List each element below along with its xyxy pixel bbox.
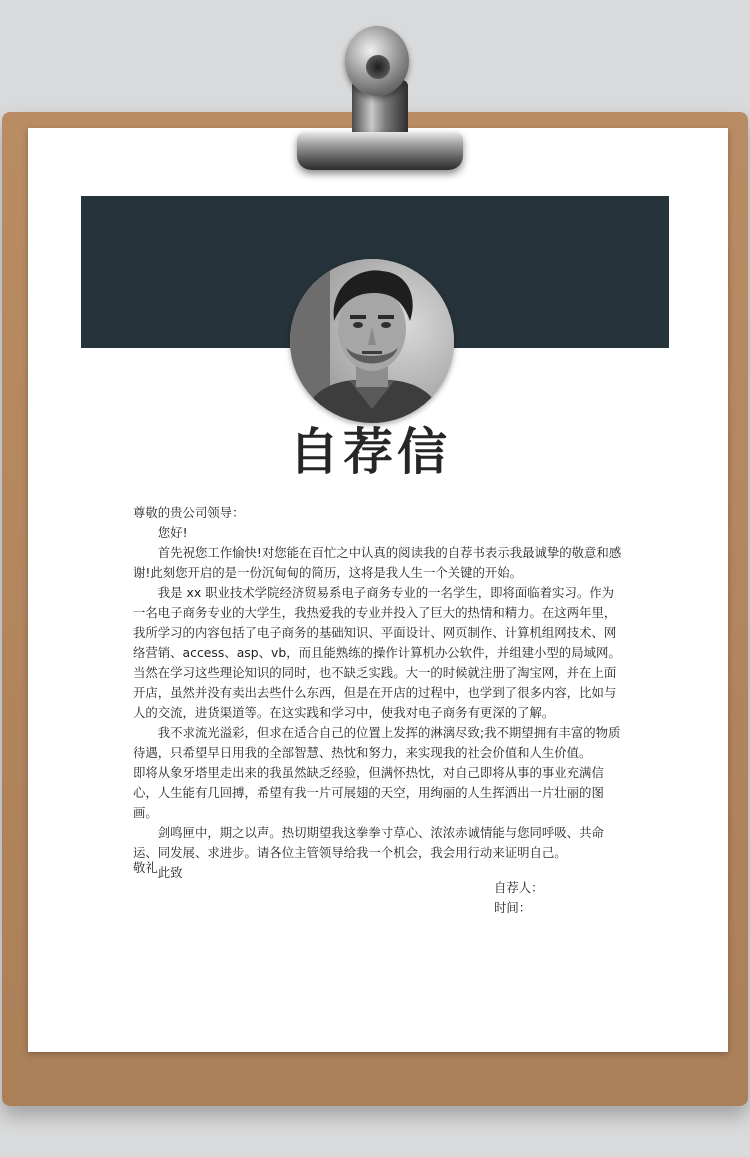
closing-line-1: 此致 [157,865,183,880]
avatar [290,259,454,423]
paragraph-3: 我不求流光溢彩，但求在适合自己的位置上发挥的淋漓尽致;我不期望拥有丰富的物质待遇，只希望早日用我的全部智慧、热忱和努力，来实现我的社会价值和人生价值。 [133,725,621,760]
date-label: 时间： [494,900,532,915]
paragraph-1: 首先祝您工作愉快!对您能在百忙之中认真的阅读我的自荐书表示我最诚挚的敬意和感谢!此刻您开启的是一份沉甸甸的简历，这将是我人生一个关键的开始。 [133,545,622,580]
clip-hole [366,55,390,79]
salutation: 尊敬的贵公司领导： [133,505,245,520]
portrait-icon [290,259,454,423]
letter-body [133,503,623,883]
paragraph-2: 我是 xx 职业技术学院经济贸易系电子商务专业的一名学生，即将面临着实习。作为一名电子商务专业的大学生，我热爱我的专业并投入了巨大的热情和精力。在这两年里，我所学习的内容包括了电子商务的基础知识、平面设计、网页制作、计算机组网技术、网络营销、access、asp、vb，而且能熟练的操作计算机办公软件，并组建小型的局域网。当然在学习这些理论知识的同时，也不缺乏实践。大一的时候就注册了淘宝网，并在上面开店，虽然并没有卖出去些什么东西，但是在开店的过程中，也学到了很多内容，比如与人的交流，进货渠道等。在这实践和学习中，使我对电子商务有更深的了解。 [133,585,621,720]
signature-block [494,878,544,918]
signer-label: 自荐人： [494,880,544,895]
closing-line-2: 敬礼 [133,860,158,875]
greeting: 您好! [157,525,188,540]
paragraph-5: 剑鸣匣中，期之以声。热切期望我这拳拳寸草心、浓浓赤诚情能与您同呼吸、共命运、同发展、求进步。请各位主管领导给我一个机会，我会用行动来证明自己。 [133,825,604,860]
paragraph-4: 即将从象牙塔里走出来的我虽然缺乏经验，但满怀热忱，对自己即将从事的事业充满信心，人生能有几回搏，希望有我一片可展翅的天空，用绚丽的人生挥洒出一片壮丽的图画。 [133,765,604,820]
binder-clip [297,132,463,170]
page-title: 自荐信 [289,423,451,481]
